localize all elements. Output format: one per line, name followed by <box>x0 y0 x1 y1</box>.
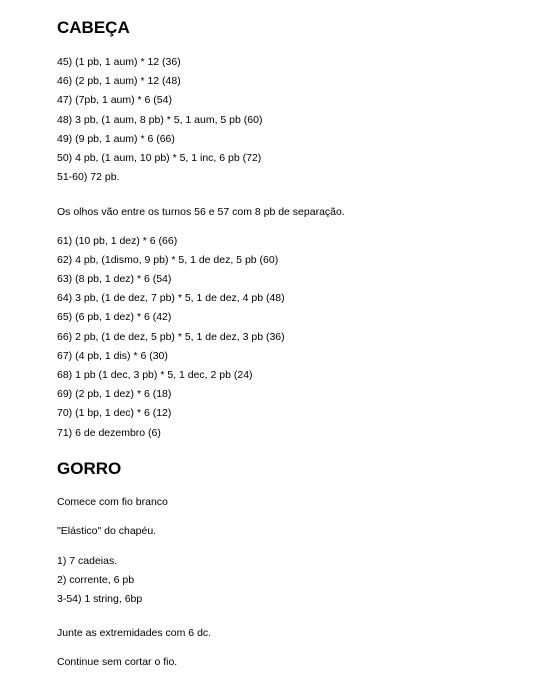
pattern-line: 47) (7pb, 1 aum) * 6 (54) <box>57 94 172 106</box>
instruction-line: Continue sem cortar o fio. <box>57 656 178 668</box>
pattern-line: 48) 3 pb, (1 aum, 8 pb) * 5, 1 aum, 5 pb (60) <box>57 114 263 126</box>
pattern-line: 49) (9 pb, 1 aum) * 6 (66) <box>57 133 175 145</box>
section-title-cabeca: CABEÇA <box>57 18 130 37</box>
note-line: Os olhos vão entre os turnos 56 e 57 com 8 pb de separação. <box>57 206 345 218</box>
pattern-line: 45) (1 pb, 1 aum) * 12 (36) <box>57 56 181 68</box>
pattern-line: 63) (8 pb, 1 dez) * 6 (54) <box>57 273 172 285</box>
pattern-line: 68) 1 pb (1 dec, 3 pb) * 5, 1 dec, 2 pb (24) <box>57 369 253 381</box>
pattern-line: 66) 2 pb, (1 de dez, 5 pb) * 5, 1 de dez, 3 pb (36) <box>57 331 285 343</box>
pattern-line: 1) 7 cadeias. <box>57 555 118 567</box>
instruction-line: "Elástico" do chapéu. <box>57 525 157 537</box>
pattern-line: 65) (6 pb, 1 dez) * 6 (42) <box>57 311 172 323</box>
pattern-line: 67) (4 pb, 1 dis) * 6 (30) <box>57 350 168 362</box>
pattern-line: 69) (2 pb, 1 dez) * 6 (18) <box>57 388 172 400</box>
pattern-line: 3-54) 1 string, 6bp <box>57 593 143 605</box>
pattern-line: 46) (2 pb, 1 aum) * 12 (48) <box>57 75 181 87</box>
instruction-line: Comece com fio branco <box>57 496 168 508</box>
pattern-line: 62) 4 pb, (1dismo, 9 pb) * 5, 1 de dez, 5 pb (60) <box>57 254 279 266</box>
pattern-line: 50) 4 pb, (1 aum, 10 pb) * 5, 1 inc, 6 pb (72) <box>57 152 262 164</box>
pattern-line: 2) corrente, 6 pb <box>57 574 135 586</box>
pattern-line: 71) 6 de dezembro (6) <box>57 427 161 439</box>
pattern-line: 70) (1 bp, 1 dec) * 6 (12) <box>57 407 172 419</box>
pattern-line: 64) 3 pb, (1 de dez, 7 pb) * 5, 1 de dez, 4 pb (48) <box>57 292 285 304</box>
instruction-line: Junte as extremidades com 6 dc. <box>57 627 212 639</box>
pattern-line: 61) (10 pb, 1 dez) * 6 (66) <box>57 235 178 247</box>
pattern-line: 51-60) 72 pb. <box>57 171 120 183</box>
section-title-gorro: GORRO <box>57 459 122 478</box>
